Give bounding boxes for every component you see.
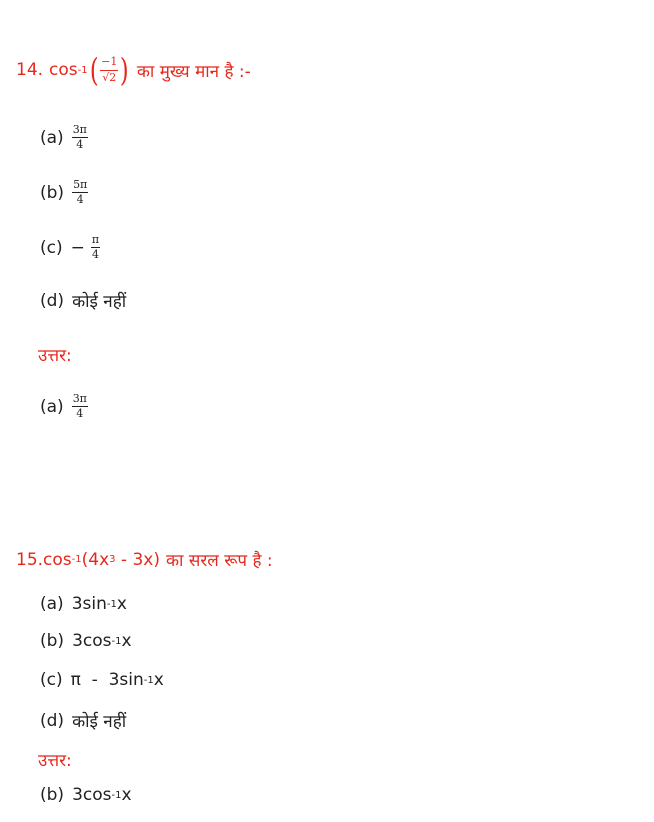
option-expression: π - 3sin: [70, 670, 144, 690]
function-name: cos: [49, 60, 78, 80]
left-paren: (: [89, 51, 99, 89]
question-15-title: [16, 548, 273, 571]
option-d: [40, 289, 126, 312]
option-text: कोई नहीं: [72, 712, 127, 732]
exponent: -1: [71, 554, 82, 565]
question-14-title: [16, 51, 251, 89]
fraction-numerator: −1: [100, 56, 118, 70]
option-label: (c): [40, 237, 63, 258]
option-expression: 3cos: [72, 631, 112, 651]
fraction-numerator: 3π: [72, 124, 88, 138]
question-number: 14.: [16, 60, 44, 80]
variable: x: [116, 594, 127, 614]
exponent: -1: [111, 789, 122, 801]
answer-expression: 3cos: [72, 785, 112, 805]
argument-exponent: 3: [109, 554, 116, 565]
option-b: [40, 179, 88, 206]
answer-label: उत्तर:: [38, 346, 72, 366]
exponent: -1: [106, 598, 117, 610]
option-label: (a): [40, 127, 64, 148]
exponent: -1: [143, 674, 154, 686]
option-a: [40, 124, 88, 151]
fraction-denominator: 4: [91, 248, 99, 262]
option-c: [40, 234, 100, 261]
option-label: (b): [40, 631, 65, 651]
fraction-denominator: 4: [76, 193, 84, 207]
argument-end: - 3x): [115, 549, 160, 570]
option-fraction: [72, 179, 88, 206]
option-label: (b): [40, 785, 65, 805]
option-label: (d): [40, 710, 65, 731]
exponent: -1: [77, 64, 88, 76]
option-expression: 3sin: [71, 594, 107, 614]
question-text: का सरल रूप है :: [165, 551, 273, 571]
answer-label: उत्तर:: [38, 751, 72, 771]
option-b: [40, 631, 132, 651]
variable: x: [121, 631, 132, 651]
option-fraction: [72, 124, 88, 151]
argument-start: (4x: [81, 549, 110, 570]
option-label: (d): [40, 290, 65, 311]
exponent: -1: [111, 635, 122, 647]
fraction-denominator: 4: [76, 407, 84, 421]
option-label: (b): [40, 182, 65, 203]
function-name: cos: [43, 549, 72, 570]
argument-fraction: [100, 56, 118, 83]
fraction-numerator: 5π: [72, 179, 88, 193]
option-d: [40, 709, 126, 732]
option-c: [40, 670, 164, 690]
fraction-numerator: 3π: [72, 393, 88, 407]
variable: x: [121, 785, 132, 805]
option-fraction: [91, 234, 100, 261]
right-paren: ): [120, 51, 129, 89]
answer-value: [40, 393, 88, 420]
option-label: (a): [40, 396, 64, 417]
variable: x: [153, 670, 164, 690]
option-label: (a): [40, 594, 64, 614]
minus-sign: −: [70, 237, 85, 258]
fraction-numerator: π: [91, 234, 100, 248]
question-text: का मुख्य मान है :-: [136, 61, 251, 82]
option-label: (c): [40, 670, 63, 690]
option-a: [40, 594, 127, 614]
answer-fraction: [72, 393, 88, 420]
fraction-denominator: 4: [76, 138, 84, 152]
option-text: कोई नहीं: [72, 292, 127, 312]
question-number: 15.: [16, 549, 44, 570]
fraction-denominator: √2: [102, 70, 117, 84]
answer-value: [40, 785, 132, 805]
